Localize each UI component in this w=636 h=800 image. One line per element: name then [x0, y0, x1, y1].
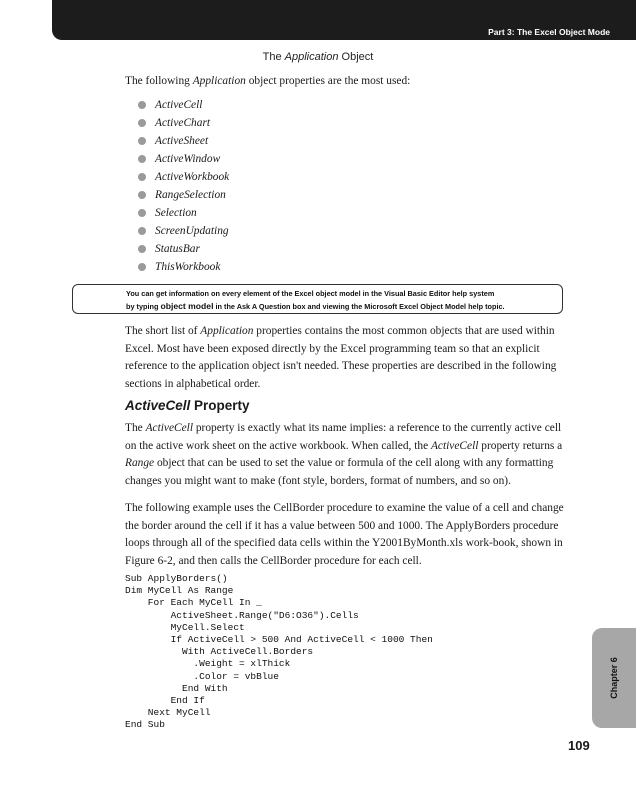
- list-item: [138, 150, 229, 168]
- header-band: [52, 0, 636, 40]
- running-head-italic: Application: [284, 51, 339, 63]
- list-item: [138, 222, 229, 240]
- list-item-label: ThisWorkbook: [155, 261, 221, 273]
- tip-text-end: in the Ask A Question box and viewing the Microsoft Excel Object Model help topic.: [213, 302, 505, 311]
- para2-italic: Range: [125, 457, 155, 470]
- para2-text: object that can be used to set the value or formula of the cell along with any formatting changes you might want to make (font style, borders, format of numbers, and so on).: [125, 457, 554, 487]
- paragraph-2: [125, 420, 571, 490]
- tip-text: by typing: [126, 302, 161, 311]
- bullet-icon: [138, 137, 146, 145]
- list-item-label: RangeSelection: [155, 189, 226, 201]
- bullet-icon: [138, 155, 146, 163]
- page-number: 109: [568, 738, 590, 753]
- running-head: [0, 51, 636, 63]
- tip-keyword: object model: [160, 301, 214, 311]
- part-label: Part 3: The Excel Object Mode: [488, 27, 610, 37]
- intro-paragraph: [125, 73, 571, 91]
- paragraph-3: The following example uses the CellBorder procedure to examine the value of a cell and change the border around the cell if it has a value between 500 and 1000. The ApplyBorders procedure loops through all of the specified data cells within the Y2001ByMonth.xls work-book, shown in Figure 6-2, and then calls the CellBorder procedure for each cell.: [125, 502, 564, 567]
- list-item-label: ActiveWindow: [155, 153, 221, 165]
- paragraph-1: [125, 323, 571, 393]
- chapter-label-wrap: [592, 628, 636, 728]
- list-item-label: StatusBar: [155, 243, 200, 255]
- para2-text: property returns a: [478, 439, 563, 452]
- running-head-post: Object: [338, 51, 374, 63]
- list-item-label: ActiveSheet: [155, 135, 209, 147]
- list-item: [138, 168, 229, 186]
- list-item: [138, 114, 229, 132]
- list-item: [138, 240, 229, 258]
- list-item-label: ActiveCell: [155, 99, 203, 111]
- para2-italic: ActiveCell: [145, 422, 193, 434]
- list-item-label: ActiveChart: [155, 117, 211, 129]
- intro-text: The following: [125, 75, 193, 87]
- intro-text-end: object properties are the most used:: [245, 75, 411, 87]
- tip-line-2: [126, 300, 562, 313]
- para2-text: property is exactly what its name implies: a reference to the currently active cell on the active work sheet on the active workbook. When called, the: [125, 422, 562, 452]
- bullet-icon: [138, 119, 146, 127]
- list-item: [138, 258, 229, 276]
- list-item-label: Selection: [155, 207, 197, 219]
- list-item: [138, 204, 229, 222]
- chapter-label: Chapter 6: [608, 657, 619, 699]
- tip-box: [72, 284, 563, 314]
- bullet-icon: [138, 101, 146, 109]
- list-item-label: ScreenUpdating: [155, 225, 229, 237]
- section-heading-italic: ActiveCell: [125, 398, 191, 413]
- bullet-icon: [138, 263, 146, 271]
- bullet-icon: [138, 245, 146, 253]
- running-head-pre: The: [262, 51, 285, 63]
- tip-line-1: You can get information on every element of the Excel object model in the Visual Basic Editor help system: [126, 289, 495, 298]
- bullet-icon: [138, 209, 146, 217]
- section-heading: [125, 398, 250, 413]
- para1-italic: Application: [200, 325, 254, 337]
- list-item-label: ActiveWorkbook: [155, 171, 230, 183]
- list-item: [138, 132, 229, 150]
- section-heading-rest: Property: [190, 398, 250, 413]
- code-block: Sub ApplyBorders() Dim MyCell As Range For Each MyCell In _ ActiveSheet.Range("D6:O36").Cells MyCell.Select If ActiveCell > 500 And ActiveCell < 1000 Then With ActiveCell.Borders .Weight = xlThick .Color = vbBlue End With End If Next MyCell End Sub: [125, 573, 433, 731]
- property-list: [138, 96, 229, 276]
- bullet-icon: [138, 173, 146, 181]
- para2-text: The: [125, 422, 146, 434]
- para2-italic: ActiveCell: [430, 439, 479, 452]
- bullet-icon: [138, 227, 146, 235]
- list-item: [138, 96, 229, 114]
- para1-text: The short list of: [125, 325, 201, 337]
- bullet-icon: [138, 191, 146, 199]
- para1-text-end: properties contains the most common objects that are used within Excel. Most have been exposed directly by the Excel programming team so that an explicit reference to the application object isn't needed. These properties are described in the following sections in alphabetical order.: [125, 325, 557, 390]
- chapter-tab: [592, 628, 636, 728]
- list-item: [138, 186, 229, 204]
- intro-italic: Application: [192, 75, 246, 87]
